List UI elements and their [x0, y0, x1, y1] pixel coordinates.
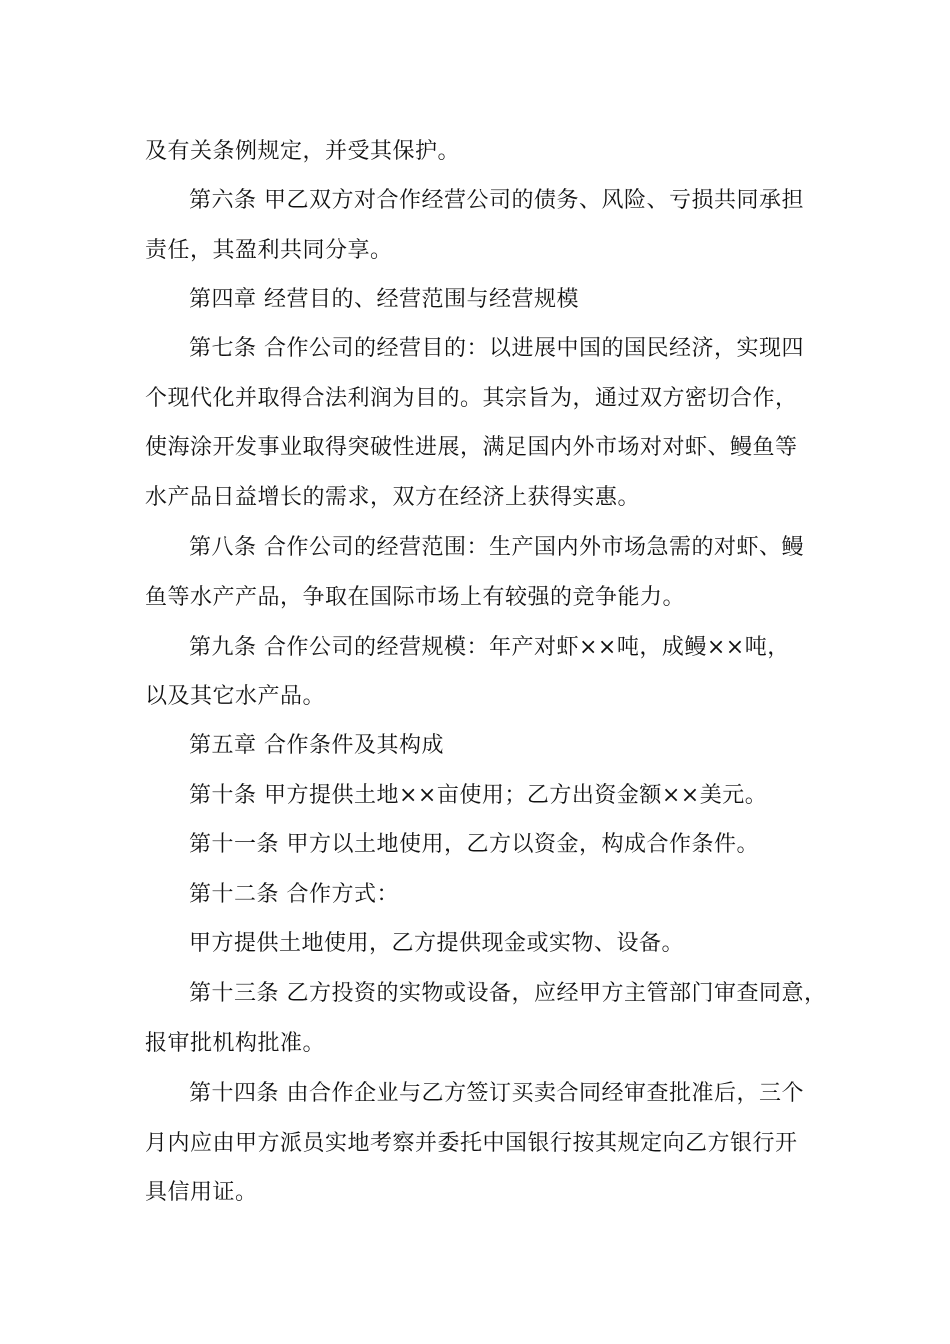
text-line: 个现代化并取得合法利润为目的。其宗旨为，通过双方密切合作， — [145, 386, 798, 411]
text-line: 及有关条例规定，并受其保护。 — [145, 139, 461, 164]
text-line: 第十二条 合作方式： — [189, 882, 399, 907]
text-line: 第八条 合作公司的经营范围：生产国内外市场急需的对虾、鳗 — [189, 535, 804, 560]
text-line: 第九条 合作公司的经营规模：年产对虾××吨，成鳗××吨， — [189, 635, 790, 660]
text-line: 具信用证。 — [145, 1180, 258, 1205]
text-line: 月内应由甲方派员实地考察并委托中国银行按其规定向乙方银行开 — [145, 1131, 798, 1156]
chapter-heading: 第五章 合作条件及其构成 — [189, 733, 444, 758]
text-line: 第十三条 乙方投资的实物或设备，应经甲方主管部门审查同意， — [189, 981, 827, 1006]
text-line: 甲方提供土地使用，乙方提供现金或实物、设备。 — [189, 931, 685, 956]
chapter-heading: 第四章 经营目的、经营范围与经营规模 — [189, 287, 579, 312]
text-line: 鱼等水产产品，争取在国际市场上有较强的竞争能力。 — [145, 585, 686, 610]
text-line: 第七条 合作公司的经营目的：以进展中国的国民经济，实现四 — [189, 336, 804, 361]
text-line: 水产品日益增长的需求，双方在经济上获得实惠。 — [145, 485, 641, 510]
text-line: 报审批机构批准。 — [145, 1031, 326, 1056]
text-line: 第十条 甲方提供土地××亩使用；乙方出资金额××美元。 — [189, 783, 768, 808]
text-line: 第十四条 由合作企业与乙方签订买卖合同经审查批准后，三个 — [189, 1081, 804, 1106]
text-line: 第十一条 甲方以土地使用，乙方以资金，构成合作条件。 — [189, 832, 759, 857]
text-line: 使海涂开发事业取得突破性进展，满足国内外市场对对虾、鳗鱼等 — [145, 435, 798, 460]
text-line: 第六条 甲乙双方对合作经营公司的债务、风险、亏损共同承担 — [189, 188, 804, 213]
text-line: 以及其它水产品。 — [145, 684, 326, 709]
text-line: 责任，其盈利共同分享。 — [145, 238, 393, 263]
